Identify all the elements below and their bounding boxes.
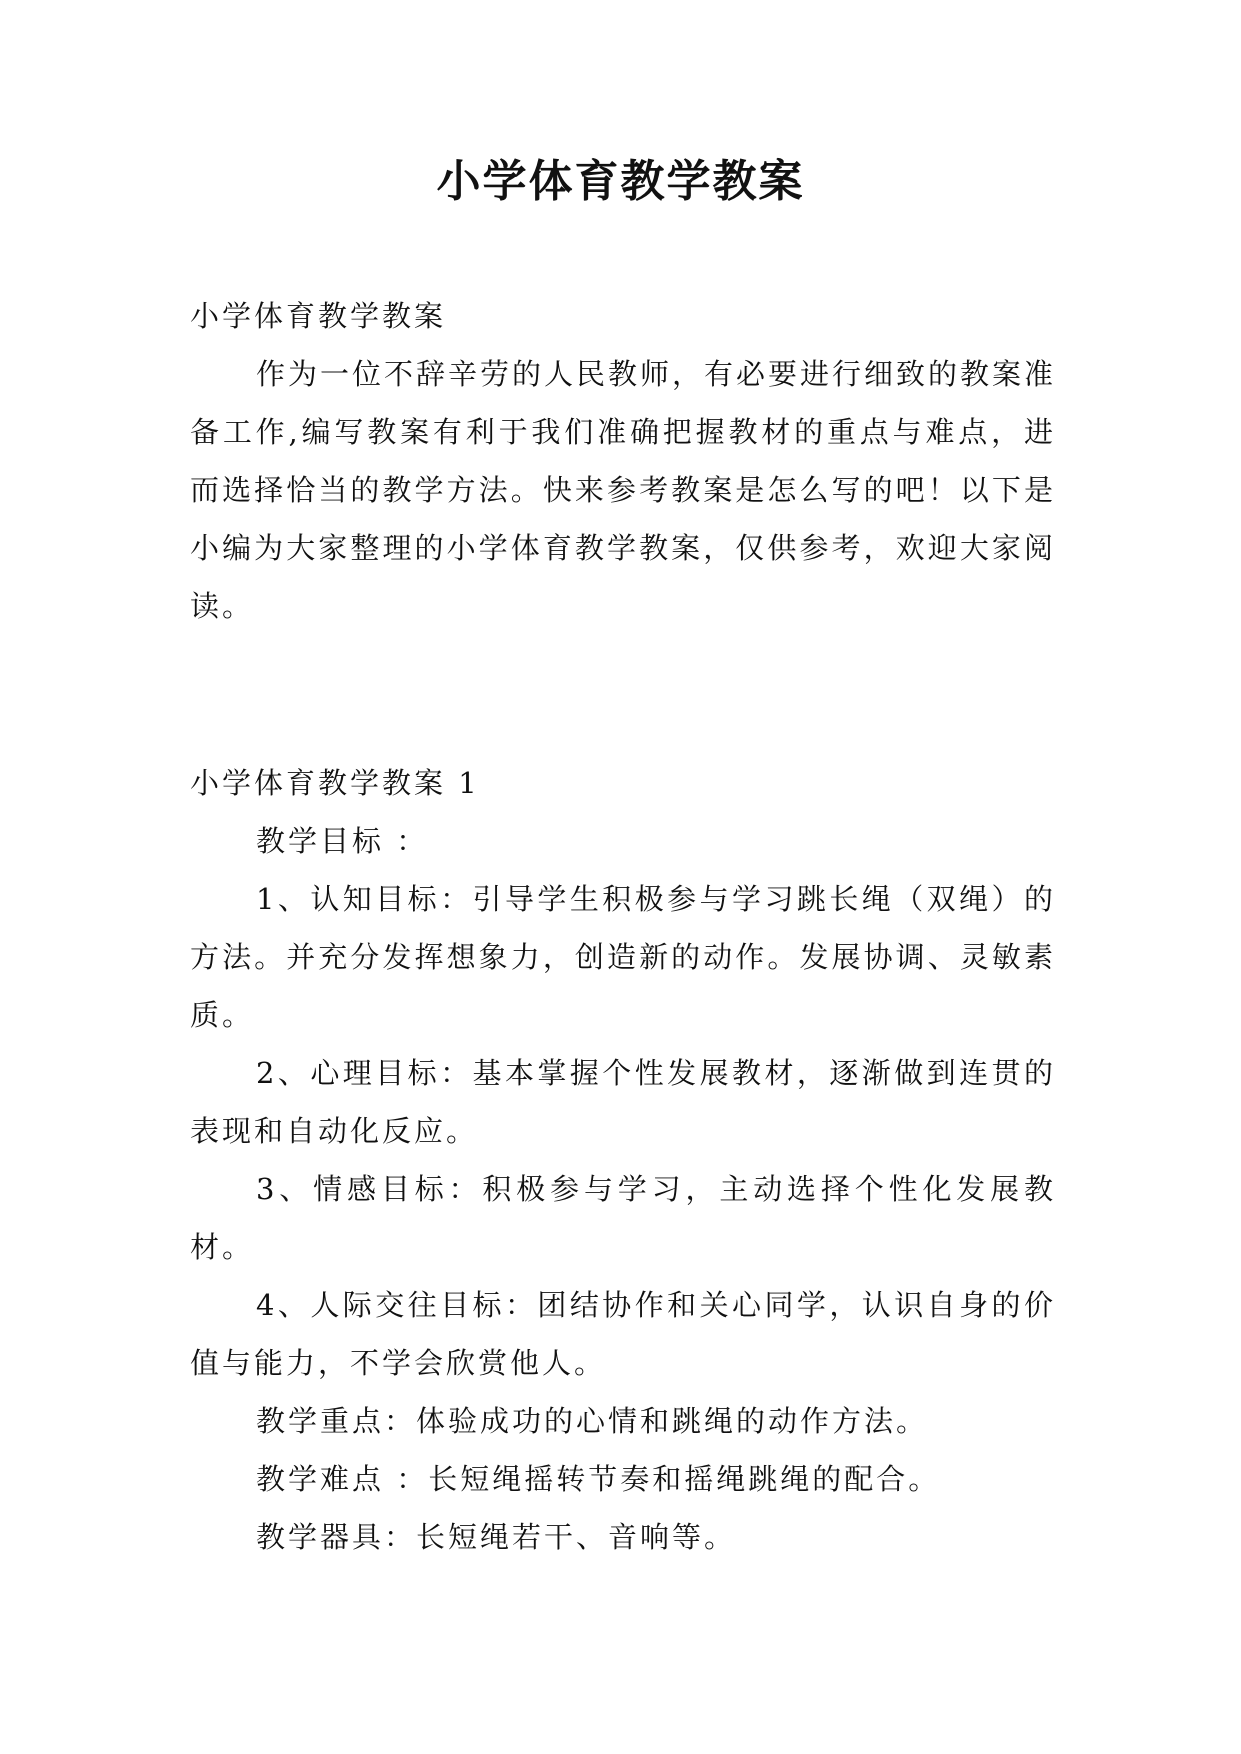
- teaching-equipment: 教学器具：长短绳若干、音响等。: [256, 1520, 737, 1554]
- section-1-heading: 小学体育教学教案 1: [190, 766, 480, 800]
- intro-heading: 小学体育教学教案: [190, 299, 447, 333]
- goal-psychological: 2、心理目标：基本掌握个性发展教材，逐渐做到连贯的表现和自动化反应。: [190, 1056, 1056, 1148]
- goal-emotional: 3、情感目标：积极参与学习，主动选择个性化发展教材。: [190, 1172, 1056, 1264]
- teaching-key-point: 教学重点：体验成功的心情和跳绳的动作方法。: [256, 1404, 929, 1438]
- lesson-plan-section-1: [190, 754, 1056, 1566]
- document-title: 小学体育教学教案: [436, 156, 805, 207]
- goal-interpersonal: 4、人际交往目标：团结协作和关心同学，认识自身的价值与能力，不学会欣赏他人。: [190, 1288, 1056, 1380]
- intro-paragraph: 作为一位不辞辛劳的人民教师，有必要进行细致的教案准备工作,编写教案有利于我们准确把握教材的重点与难点，进而选择恰当的教学方法。快来参考教案是怎么写的吧！以下是小编为大家整理的小学体育教学教案，仅供参考，欢迎大家阅读。: [190, 357, 1057, 623]
- intro-section: [190, 287, 1056, 635]
- teaching-difficulty: 教学难点 ：长短绳摇转节奏和摇绳跳绳的配合。: [256, 1462, 941, 1496]
- teaching-goals-label: 教学目标 ：: [256, 824, 429, 858]
- goal-cognitive: 1、认知目标：引导学生积极参与学习跳长绳（双绳）的方法。并充分发挥想象力，创造新的动作。发展协调、灵敏素质。: [190, 882, 1056, 1032]
